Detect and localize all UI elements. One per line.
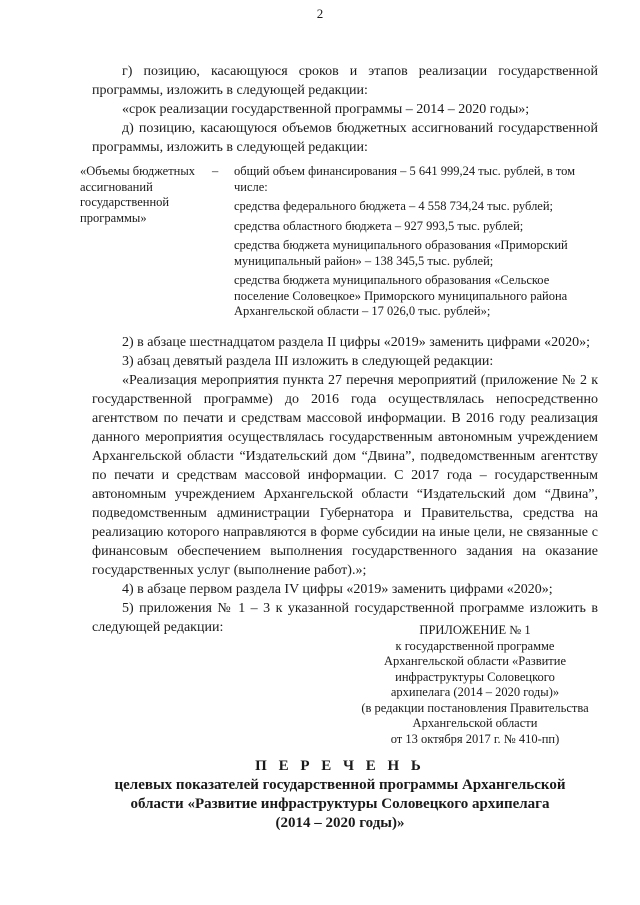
- financing-item: средства областного бюджета – 927 993,5 тыс. рублей;: [234, 218, 524, 233]
- list-title: [80, 757, 600, 833]
- appendix-line: к государственной программе: [395, 638, 555, 653]
- appendix-line: Архангельской области: [412, 716, 538, 730]
- document-body: [80, 62, 598, 637]
- paragraph-item-g: г) позицию, касающуюся сроков и этапов реализации государственной программы, изложить в следующей редакции:: [92, 64, 598, 98]
- paragraph-item-3: 3) абзац девятый раздела III изложить в следующей редакции:: [122, 353, 494, 369]
- financing-items: [234, 164, 598, 324]
- title-line: целевых показателей государственной программы Архангельской: [114, 777, 566, 793]
- paragraph-item-4: 4) в абзаце первом раздела IV цифры «2019» заменить цифрами «2020»;: [122, 581, 553, 597]
- title-line: области «Развитие инфраструктуры Соловецкого архипелага: [130, 796, 550, 812]
- appendix-line: ПРИЛОЖЕНИЕ № 1: [419, 623, 531, 637]
- financing-item: общий объем финансирования – 5 641 999,24 тыс. рублей, в том числе:: [234, 164, 576, 194]
- title-heading: П Е Р Е Ч Е Н Ь: [255, 758, 425, 774]
- financing-item: средства бюджета муниципального образования «Сельское поселение Соловецкое» Приморского муниципального района Архангельской области – 17 026,0 тыс. рублей»;: [234, 273, 568, 318]
- paragraph-item-g-quote: «срок реализации государственной программы – 2014 – 2020 годы»;: [122, 102, 530, 117]
- appendix-line: (в редакции постановления Правительства: [361, 700, 589, 715]
- paragraph-item-5: 5) приложения № 1 – 3 к указанной государственной программе изложить в следующей редакции:: [92, 600, 598, 635]
- financing-dash: –: [212, 164, 219, 178]
- paragraph-item-2: 2) в абзаце шестнадцатом раздела II цифры «2019» заменить цифрами «2020»;: [122, 334, 591, 350]
- appendix-line: архипелага (2014 – 2020 годы)»: [390, 685, 560, 699]
- page-number: 2: [316, 6, 324, 21]
- financing-item: средства федерального бюджета – 4 558 734,24 тыс. рублей;: [234, 199, 554, 213]
- financing-table: [80, 164, 598, 324]
- financing-item: средства бюджета муниципального образования «Приморский муниципальный район» – 138 345,5 тыс. рублей;: [234, 238, 568, 268]
- title-line: (2014 – 2020 годы)»: [275, 815, 405, 831]
- paragraph-item-d: д) позицию, касающуюся объемов бюджетных ассигнований государственной программы, изложить в следующей редакции:: [92, 121, 598, 155]
- financing-label: «Объемы бюджетных ассигнований государственной программы»: [80, 164, 196, 225]
- appendix-header: [350, 623, 600, 747]
- appendix-line: инфраструктуры Соловецкого: [395, 669, 555, 684]
- appendix-line: Архангельской области «Развитие: [384, 654, 566, 668]
- paragraph-item-3-quote: «Реализация мероприятия пункта 27 перечня мероприятий (приложение № 2 к государственной программе) до 2016 года осуществлялась непосредственно агентством по печати и средствам массовой информации. В 2016 году реализация данного мероприятия осуществлялась государственным автономным учреждением Архангельской области “Издательский дом “Двина”, подведомственным агентству по печати и средствам массовой информации. С 2017 года – государственным автономным учреждением Архангельской области “Издательский дом “Двина”, подведомственным администрации Губернатора и Правительства, средства на реализацию которого направляются в форме субсидии на иные цели, не связанные с финансовым обеспечением выполнения государственного задания на оказание государственных услуг (выполнение работ).»;: [92, 372, 598, 578]
- appendix-line: от 13 октября 2017 г. № 410-пп): [390, 731, 560, 746]
